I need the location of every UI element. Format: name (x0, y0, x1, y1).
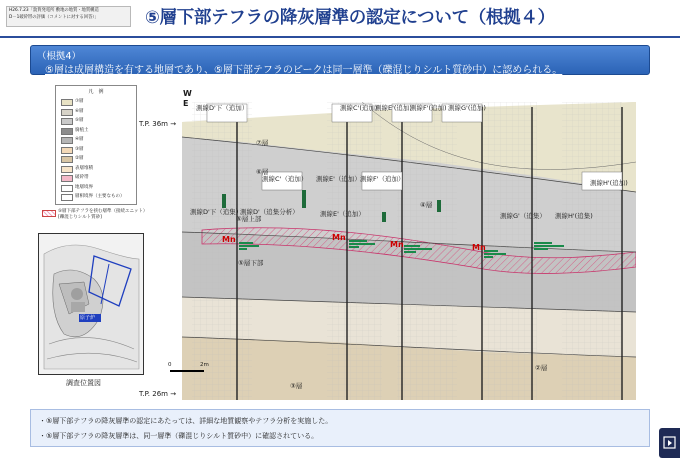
elevation-top-text: T.P. 36m (139, 120, 168, 128)
peak-label-1: Mn (222, 235, 236, 244)
legend-item (61, 98, 135, 105)
basis-text: ⑤層は成層構造を有する地層であり、⑤層下部テフラのピークは同一層準（礫混じりシルト質砂中）に認められる。 (45, 65, 563, 76)
layer-label: ②層 (535, 364, 548, 372)
tephra-note (42, 209, 182, 221)
legend-label: ③層 (75, 146, 84, 152)
legend-swatch (61, 109, 73, 116)
legend-swatch (61, 128, 73, 135)
location-map-drawing (39, 234, 143, 374)
tephra-hatch-swatch (42, 210, 56, 217)
legend-label: 地層境界 (75, 184, 93, 190)
layer-label: ④層 (420, 201, 433, 209)
survey-line-label: 測線E'（追加） (320, 210, 365, 218)
survey-line-label: 測線C'(追加) (340, 104, 378, 112)
legend-item (61, 108, 135, 115)
legend-label: ④層 (75, 137, 84, 142)
legend-label: 表層堆積 (75, 165, 93, 171)
legend-item (61, 146, 135, 153)
legend-label: ②層 (75, 156, 84, 161)
elevation-bottom-label: T.P. 26m → (139, 390, 177, 398)
layer-label: ⑤層上部 (236, 215, 262, 223)
scale-two: 2m (200, 362, 209, 368)
layer-label: ⑥層 (256, 168, 269, 176)
legend-swatch (61, 147, 73, 154)
legend-swatch (61, 156, 73, 163)
legend-item (61, 136, 135, 143)
legend-item (61, 155, 135, 162)
legend-swatch (61, 137, 73, 144)
page-nav-icon (659, 428, 680, 458)
survey-line-label: 測線E'(追加) (375, 104, 412, 112)
survey-line-label: 測線C'（追加） (262, 175, 308, 183)
survey-line-label: 測線H'(追加) (590, 179, 628, 187)
legend-label: ⑤層 (75, 118, 84, 123)
scale-zero: 0 (168, 362, 172, 368)
map-site-label: 原子炉 (80, 315, 96, 321)
legend-item (61, 184, 135, 191)
basis-heading: （根拠4） (37, 51, 82, 62)
location-map (38, 233, 144, 375)
legend-label: ⑥層 (75, 108, 84, 114)
legend (55, 85, 137, 205)
summary-line1: ・⑤層下部テフラの降灰層準の認定にあたっては、詳細な地質観察やテフラ分析を実施した。 (39, 417, 333, 425)
survey-line-label: 測線H'(追集) (555, 212, 593, 220)
legend-swatch (61, 194, 73, 201)
reference-tag-line2: D－1破砕帯の評価（コメントに対する回答）」 (9, 14, 99, 20)
survey-line-label: 測線E'（追加） (316, 175, 361, 183)
layer-label: ③層 (290, 382, 303, 390)
reference-tag (6, 6, 131, 27)
east-label: E (183, 99, 189, 108)
layer-label: ⑤層下部 (238, 259, 264, 267)
page-nav-button[interactable] (659, 428, 680, 458)
legend-item (61, 117, 135, 124)
legend-swatch (61, 175, 73, 182)
summary-box (30, 409, 650, 447)
west-label: W (183, 89, 192, 98)
legend-label: ⑦層 (75, 99, 84, 104)
legend-item (61, 165, 135, 172)
survey-line-label: 測線G'(追加) (448, 104, 486, 112)
legend-swatch (61, 99, 73, 106)
scale-line (170, 370, 204, 372)
summary-line2: ・⑤層下部テフラの降灰層準は、同一層準（礫混じりシルト質砂中）に確認されている。 (39, 432, 319, 440)
legend-swatch (61, 118, 73, 125)
tephra-note-line2: [礫混じりシルト質砂] (58, 215, 102, 220)
legend-swatch (61, 166, 73, 173)
survey-line-label: 測線D'下（追集） (190, 208, 243, 216)
peak-label-3: Mn (390, 240, 404, 249)
legend-label: 腐植土 (75, 127, 89, 133)
peak-label-4: Mn (472, 243, 486, 252)
layer-label: ⑦層 (256, 139, 269, 147)
basis-box (30, 45, 650, 75)
map-caption: 調査位置図 (66, 379, 101, 387)
legend-label: 層相境界（主要なもの） (75, 194, 125, 199)
legend-item (61, 127, 135, 134)
legend-swatch (61, 185, 73, 192)
legend-item (61, 193, 135, 200)
elevation-top-label: T.P. 36m → (139, 120, 177, 128)
survey-line-label: 測線G'（追集） (500, 212, 546, 220)
survey-line-label: 測線F'（追加） (360, 175, 405, 183)
page-title: ⑤層下部テフラの降灰層準の認定について（根拠４） (145, 8, 555, 28)
tephra-note-line1: ⑤層下部テフラを挟む層準（接続ユニット） (58, 209, 148, 214)
cross-section (182, 102, 636, 400)
peak-label-2: Mn (332, 233, 346, 242)
survey-line-label: 測線D'下（追加） (196, 104, 249, 112)
elevation-bottom-text: T.P. 26m (139, 390, 168, 398)
survey-line-label: 測線D'（追集分析） (240, 208, 299, 216)
title-divider (0, 36, 680, 38)
survey-line-label: 測線F'(追加) (410, 104, 447, 112)
legend-title: 凡 例 (88, 89, 104, 95)
legend-label: 破砕帯 (75, 175, 89, 180)
legend-item (61, 174, 135, 181)
reference-tag-line1: H26.7.23「敦賀発電所 敷地の地質・地質構造 (9, 8, 99, 13)
cross-section-drawing (182, 102, 636, 400)
